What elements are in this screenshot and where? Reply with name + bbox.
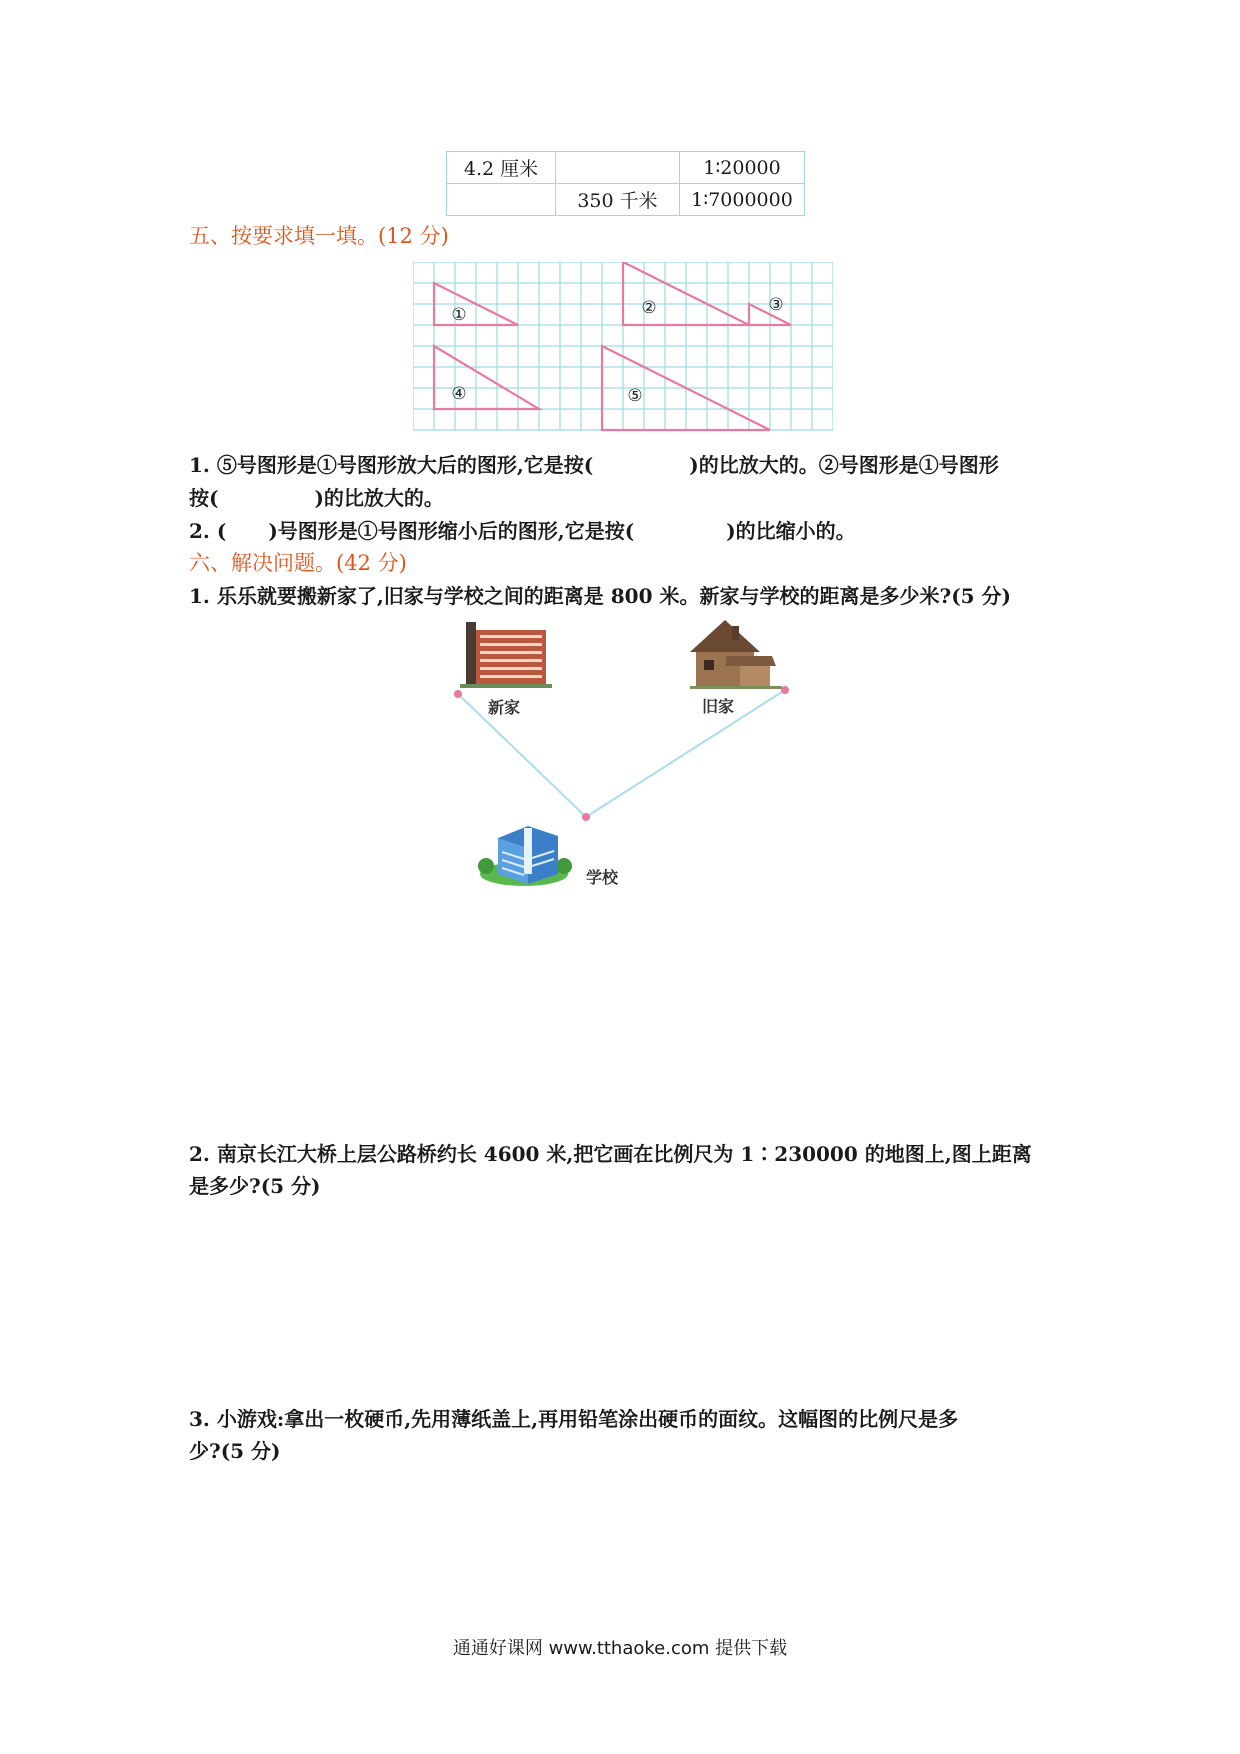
table-cell: 350 千米 xyxy=(556,184,680,216)
table-cell: 1∶7000000 xyxy=(680,184,805,216)
triangle-grid-figure xyxy=(413,262,833,434)
section6-title: 六、解决问题。(42 分) xyxy=(189,551,407,575)
scale-table xyxy=(446,151,805,216)
new-home-point xyxy=(454,690,462,698)
old-home-point xyxy=(781,686,789,694)
s6-question-3-line2: 少?(5 分) xyxy=(189,1439,281,1463)
wooden-house-icon xyxy=(690,620,782,689)
line-new-home-school xyxy=(458,694,586,817)
footer-credit: 通通好课网 www.tthaoke.com 提供下载 xyxy=(452,1638,788,1659)
triangle-4 xyxy=(434,346,539,409)
text: )的比放大的。 xyxy=(314,486,444,510)
text: )的比放大的。②号图形是①号图形 xyxy=(689,453,999,477)
s6-question-2-line1: 2. 南京长江大桥上层公路桥约长 4600 米,把它画在比例尺为 1∶230000 的地图上,图上距离 xyxy=(189,1142,1032,1166)
new-home-label: 新家 xyxy=(488,698,521,717)
school-label: 学校 xyxy=(586,868,619,887)
shape-label-1: ① xyxy=(451,305,467,325)
apartment-building-icon xyxy=(460,622,552,688)
text: 1. ⑤号图形是①号图形放大后的图形,它是按( xyxy=(189,453,594,477)
text: )的比缩小的。 xyxy=(726,519,856,543)
section5-title: 五、按要求填一填。(12 分) xyxy=(189,224,449,248)
table-cell: 4.2 厘米 xyxy=(447,152,556,184)
s5-question-1-line2 xyxy=(189,484,444,512)
table-row xyxy=(447,152,805,184)
shape-label-5: ⑤ xyxy=(627,386,643,406)
school-building-icon xyxy=(478,826,572,886)
text: )号图形是①号图形缩小后的图形,它是按( xyxy=(268,519,635,543)
line-old-home-school xyxy=(586,690,785,817)
table-cell xyxy=(556,152,680,184)
text: 按( xyxy=(189,486,219,510)
old-home-label: 旧家 xyxy=(702,697,735,716)
s5-question-2 xyxy=(189,517,856,545)
table-row xyxy=(447,184,805,216)
shape-label-2: ② xyxy=(641,298,657,318)
s5-question-1-line1 xyxy=(189,451,999,479)
shape-label-4: ④ xyxy=(451,384,467,404)
s6-question-2-line2: 是多少?(5 分) xyxy=(189,1174,321,1198)
table-cell: 1∶20000 xyxy=(680,152,805,184)
school-point xyxy=(582,813,590,821)
s6-question-1: 1. 乐乐就要搬新家了,旧家与学校之间的距离是 800 米。新家与学校的距离是多少米?(5 分) xyxy=(189,584,1012,608)
s6-question-3-line1: 3. 小游戏:拿出一枚硬币,先用薄纸盖上,再用铅笔涂出硬币的面纹。这幅图的比例尺是多 xyxy=(189,1407,959,1431)
map-figure xyxy=(440,612,800,902)
text: 2. ( xyxy=(189,519,227,543)
table-cell xyxy=(447,184,556,216)
shape-label-3: ③ xyxy=(768,295,784,315)
